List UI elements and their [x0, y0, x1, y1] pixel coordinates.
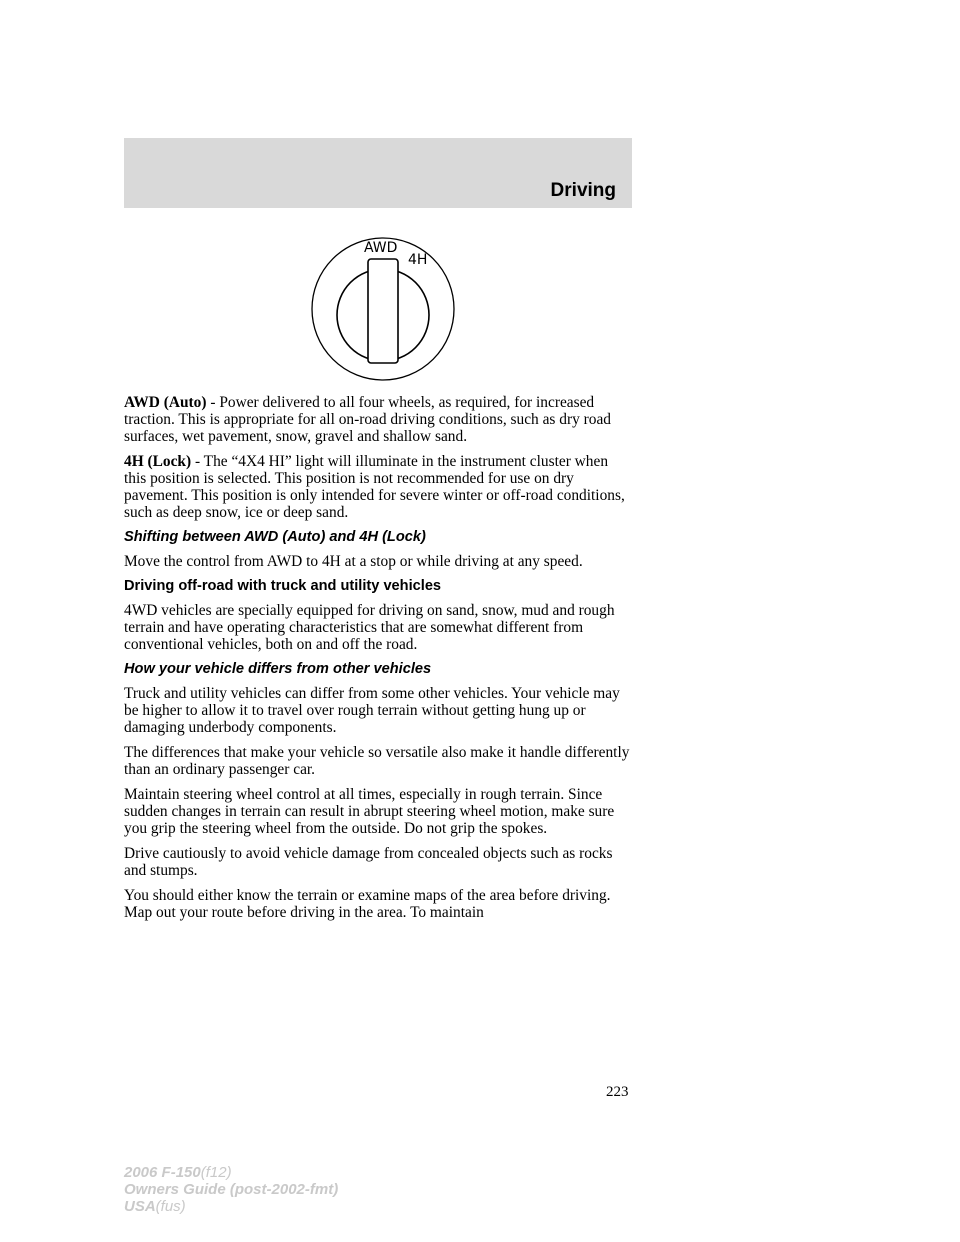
knob-grip [368, 259, 398, 363]
paragraph-truck-utility: Truck and utility vehicles can differ from some other vehicles. Your vehicle may be higher to allow it to travel over rough terrain without getting hung up or damaging underbody components. [124, 685, 620, 736]
term-4h-lock: 4H (Lock) [124, 453, 192, 470]
footer-market-code: (fus) [155, 1198, 186, 1215]
label-awd: AWD [364, 240, 398, 256]
footer-line-model [124, 1164, 338, 1181]
paragraph-4wd-vehicles: 4WD vehicles are specially equipped for driving on sand, snow, mud and rough terrain and have operating characteristics that are somewhat different from conventional vehicles, both on and off the road. [124, 602, 615, 653]
knob-icon [310, 232, 456, 382]
page-number: 223 [606, 1084, 629, 1100]
label-4h: 4H [408, 252, 428, 268]
body-text [124, 394, 634, 929]
paragraph-awd-auto [124, 394, 634, 445]
paragraph-terrain: You should either know the terrain or examine maps of the area before driving. Map out your route before driving in the area. To maintain [124, 887, 611, 921]
paragraph-drive-cautiously: Drive cautiously to avoid vehicle damage from concealed objects such as rocks and stumps. [124, 845, 613, 879]
footer-line-market [124, 1198, 338, 1215]
paragraph-text: - The “4X4 HI” light will illuminate in the instrument cluster when this position is selected. This position is not recommended for use on dry pavement. This position is only intended for severe winter or off-road conditions, such as deep snow, ice or deep sand. [124, 453, 625, 521]
heading-off-road: Driving off-road with truck and utility vehicles [124, 578, 442, 594]
footer-model: 2006 F-150 [124, 1164, 201, 1181]
paragraph-versatile: The differences that make your vehicle so versatile also make it handle differently than an ordinary passenger car. [124, 744, 630, 778]
paragraph-4h-lock [124, 453, 634, 521]
footer-model-code: (f12) [200, 1164, 232, 1181]
section-header [124, 138, 632, 208]
heading-vehicle-differences: How your vehicle differs from other vehicles [124, 661, 432, 677]
paragraph-shifting: Move the control from AWD to 4H at a stop or while driving at any speed. [124, 553, 583, 570]
paragraph-steering-control: Maintain steering wheel control at all times, especially in rough terrain. Since sudden changes in terrain can result in abrupt steering wheel motion, make sure you grip the steering wheel from the outside. Do not grip the spokes. [124, 786, 615, 837]
term-awd-auto: AWD (Auto) [124, 394, 207, 411]
footer-guide: Owners Guide (post-2002-fmt) [124, 1181, 339, 1198]
footer-market: USA [124, 1198, 156, 1215]
paragraph-text: - Power delivered to all four wheels, as required, for increased traction. This is appropriate for all on-road driving conditions, such as dry road surfaces, wet pavement, snow, gravel and shallow sand. [124, 394, 611, 445]
heading-shifting: Shifting between AWD (Auto) and 4H (Lock) [124, 529, 426, 545]
section-title: Driving [550, 180, 616, 201]
footer [124, 1164, 338, 1215]
awd-4h-control-knob-illustration [310, 232, 456, 382]
